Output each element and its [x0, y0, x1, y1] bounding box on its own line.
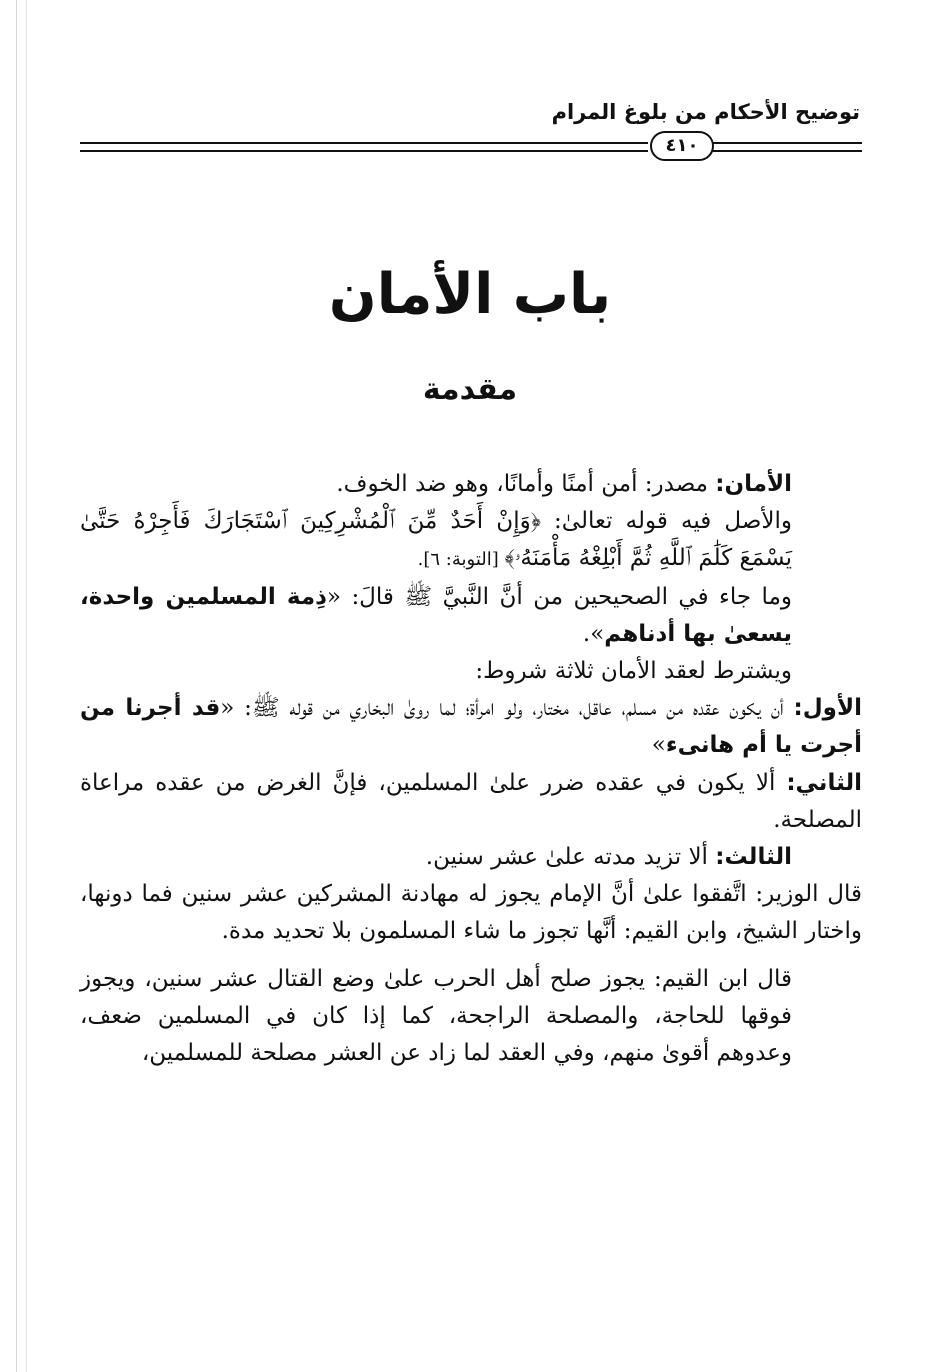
hadith-quote: ذِمة المسلمين واحدة، يسعىٰ بها أدناهم: [80, 583, 792, 647]
paragraph: [80, 961, 862, 1073]
scan-margin-line: [16, 0, 17, 1372]
scan-margin-line: [26, 0, 27, 1372]
verse-reference: [التوبة: ٦].: [417, 549, 505, 571]
paragraph-text: »: [651, 732, 666, 759]
hadith-quote: قد أجرنا من أجرت يا أم هانىء: [80, 695, 862, 759]
paragraph-text: أن يكون عقده من مسلم، عاقل، مختار، ولو امرأة؛ لما روىٰ البخاري من قوله ﷺ: «: [220, 695, 794, 722]
paragraph: [80, 876, 862, 950]
paragraph-text: ألا تزيد مدته علىٰ عشر سنين.: [425, 844, 716, 871]
chapter-title: باب الأمان: [328, 262, 612, 327]
paragraph: [80, 690, 862, 764]
paragraph: [80, 839, 862, 876]
quran-verse: ﴿وَإِنْ أَحَدٌ مِّنَ ٱلْمُشْرِكِينَ ٱسْتَجَارَكَ فَأَجِرْهُ حَتَّىٰ يَسْمَعَ كَلَٰمَ ٱللَّهِ ثُمَّ أَبْلِغْهُ مَأْمَنَهُۥ﴾: [80, 508, 792, 572]
paragraph-text: قال ابن القيم: يجوز صلح أهل الحرب علىٰ وضع القتال عشر سنين، ويجوز فوقها للحاجة، والمصلحة الراجحة، كما إذا كان في المسلمين ضعف، وعدوهم أقوىٰ منهم، وفي العقد لما زاد عن العشر مصلحة للمسلمين،: [80, 965, 792, 1067]
term-lead: الأول:: [793, 695, 862, 722]
page-number: ٤١٠: [650, 131, 714, 161]
paragraph: [80, 579, 862, 653]
body-text: [80, 466, 862, 1072]
paragraph-text: ألا يكون في عقده ضرر علىٰ المسلمين، فإنَّ الغرض من عقده مراعاة المصلحة.: [80, 769, 862, 833]
term-lead: الثاني:: [786, 769, 862, 796]
paragraph-gap: [80, 951, 862, 961]
running-header: [80, 100, 860, 140]
paragraph: [80, 765, 862, 839]
header-rule: [80, 142, 648, 152]
paragraph: [80, 653, 862, 690]
paragraph-text: مصدر: أمن أمنًا وأمانًا، وهو ضد الخوف.: [336, 471, 716, 497]
section-title: مقدمة: [422, 372, 518, 407]
paragraph-text: ويشترط لعقد الأمان ثلاثة شروط:: [475, 658, 792, 685]
paragraph: [80, 503, 862, 578]
paragraph-text: وما جاء في الصحيحين من أنَّ النَّبيَّ ﷺ قالَ: «: [326, 583, 792, 610]
paragraph-text: ».: [582, 620, 605, 647]
header-rule: [712, 142, 862, 152]
paragraph: [80, 466, 862, 503]
running-title: توضيح الأحكام من بلوغ المرام: [551, 100, 860, 124]
paragraph-text: والأصل فيه قوله تعالىٰ:: [540, 508, 792, 535]
term-lead: الأمان:: [715, 471, 792, 497]
term-lead: الثالث:: [715, 844, 792, 871]
paragraph-text: قال الوزير: اتَّفقوا علىٰ أنَّ الإمام يجوز له مهادنة المشركين عشر سنين فما دونها، واختار الشيخ، وابن القيم: أنَّها تجوز ما شاء المسلمون بلا تحديد مدة.: [80, 881, 862, 945]
